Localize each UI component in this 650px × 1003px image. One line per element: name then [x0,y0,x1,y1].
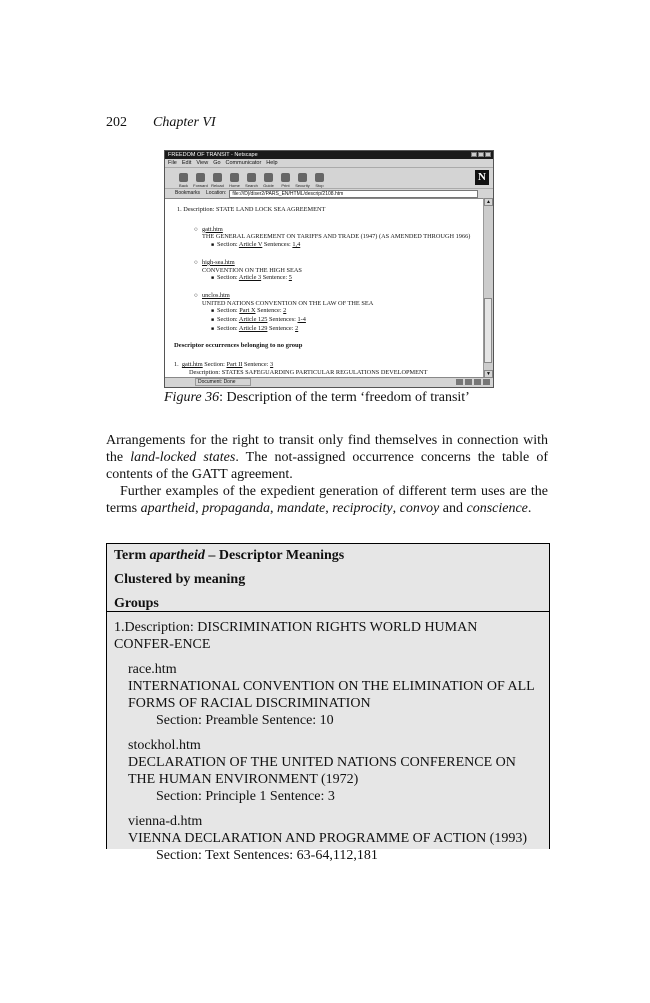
sentence-prefix: Sentence: [261,274,289,282]
browser-menu-bar [165,159,493,168]
file-name: vienna-d.htm [128,814,203,829]
sentence-link[interactable]: 2 [295,324,299,332]
forward-icon [196,173,205,182]
section-link[interactable]: Part II [226,361,243,369]
term: mandate [277,501,326,516]
description-heading: 1. Description: STATE LAND LOCK SEA AGREEMENT [177,206,326,213]
status-text: Document: Done [195,378,251,386]
no-group-entry: 1. gatt.htm Section: Part II Sentence: 3 [174,361,274,369]
file-link[interactable]: gatt.htm [181,361,203,369]
browser-toolbar [165,168,493,189]
status-bar [165,377,493,387]
table-row [128,737,539,805]
document-title: INTERNATIONAL CONVENTION ON THE ELIMINATION OF ALL FORMS OF RACIAL DISCRIMINATION [128,679,535,711]
no-group-description: Description: STATES SAFEGUARDING PARTICULAR REGULATIONS DEVELOPMENT [189,368,428,376]
paragraph-1 [106,432,548,483]
section-line: Section: Principle 1 Sentence: 3 [156,789,335,804]
menu-edit[interactable]: Edit [181,160,192,166]
close-icon[interactable] [485,152,491,157]
caption-text: : Description of the term ‘freedom of transit’ [219,390,470,405]
table-row [128,661,539,729]
paragraph-2 [106,483,548,517]
section-prefix: Section: [202,361,227,369]
guide-label: Guide [263,183,274,188]
menu-go[interactable]: Go [213,160,221,166]
security-label: Security [295,183,310,188]
list-item: ○ unclos.htm UNITED NATIONS CONVENTION ON THE LAW OF THE SEA ■ Section: Part X Sentence: 2 ■ Section: Article 125 Sentences: 1-4 ■ Section: Article 129 Sentence: 2 [194,292,484,334]
guide-button[interactable] [260,173,277,188]
term: apartheid [149,548,205,563]
table-title [114,547,542,564]
no-group-heading: Descriptor occurrences belonging to no group [174,342,303,350]
section-line [211,241,484,250]
reload-label: Reload [211,183,224,188]
forward-label: Forward [193,183,208,188]
text-run: Term [114,548,150,563]
table-subtitle: Clustered by meaning [114,572,246,587]
menu-help[interactable]: Help [266,160,278,166]
chapter-title: Chapter VI [153,115,216,130]
text-run: Arrangements for the right to transit only find themselves in connection with the [106,433,548,465]
list-item: ○ gatt.htm THE GENERAL AGREEMENT ON TARIFFS AND TRADE (1947) (AS AMENDED THROUGH 1966) ■ Section: Article V Sentences: 1,4 [194,226,484,250]
term: convoy [399,501,440,516]
file-name: stockhol.htm [128,738,201,753]
sentence-prefix: Sentences: [262,241,293,249]
minimize-icon[interactable] [471,152,477,157]
document-title: THE GENERAL AGREEMENT ON TARIFFS AND TRADE (1947) (AS AMENDED THROUGH 1966) [202,233,471,241]
sentence-prefix: Sentences: [267,316,298,324]
sentence-link[interactable]: 2 [283,307,287,315]
scroll-down-icon[interactable]: ▼ [484,370,493,378]
table-body [107,612,549,864]
menu-file[interactable]: File [168,160,177,166]
term: propaganda [202,501,270,516]
figure-label: Figure 36 [164,390,220,405]
text-run: , [270,501,277,516]
section-link[interactable]: Article V [238,241,263,249]
section-prefix: Section: [217,241,239,249]
section-line: Section: Preamble Sentence: 10 [156,713,334,728]
document-title: CONVENTION ON THE HIGH SEAS [202,266,302,274]
text-run: and [439,501,467,516]
sentence-prefix: Sentence: [267,324,296,332]
section-prefix: Section: [217,274,239,282]
list-item: ○ high-sea.htm CONVENTION ON THE HIGH SEAS ■ Section: Article 3 Sentence: 5 [194,259,484,283]
running-header [106,115,216,131]
section-line [211,325,484,334]
scroll-up-icon[interactable]: ▲ [484,198,493,206]
mail-icon[interactable] [465,379,472,385]
forward-button[interactable] [192,173,209,188]
sentence-prefix: Sentence: [255,307,284,315]
browser-title-bar [165,151,493,159]
print-label: Print [281,183,290,188]
section-line [211,316,484,325]
print-button[interactable] [277,173,294,188]
document-title: VIENNA DECLARATION AND PROGRAMME OF ACTION (1993) [128,831,528,846]
back-icon [179,173,188,182]
section-prefix: Section: [217,307,240,315]
news-icon[interactable] [474,379,481,385]
file-link[interactable]: gatt.htm [202,225,223,233]
text-run: . The not-assigned occurrence concerns the table of contents of the GATT agreement. [106,450,548,482]
stop-button[interactable] [311,173,328,188]
sentence-link[interactable]: 3 [270,361,274,369]
text-run: Further examples of the expedient generation of different term uses are the terms [106,484,548,516]
security-icon [298,173,307,182]
menu-view[interactable]: View [196,160,209,166]
text-run: – Descriptor Meanings [204,548,345,563]
file-name: race.htm [128,662,177,677]
sentence-link[interactable]: 5 [288,274,292,282]
scroll-thumb[interactable] [484,298,492,363]
section-line [211,307,484,316]
term: reciprocity [332,501,393,516]
home-label: Home [229,183,240,188]
file-link[interactable]: high-sea.htm [202,258,235,266]
url-input[interactable]: file:///D|/diser2/PARS_EN/HTML/descrip/2108.htm [229,190,478,198]
descriptor-table [106,543,550,863]
home-button[interactable] [226,173,243,188]
back-label: Back [179,183,188,188]
section-line [211,274,484,283]
term: apartheid [140,501,196,516]
bookmarks-button[interactable]: Bookmarks [175,190,201,196]
table-header [107,544,549,612]
security-status-icon [456,379,463,385]
groups-label: Groups [114,596,159,611]
figure-caption [164,390,470,406]
security-button[interactable] [294,173,311,188]
search-label: Search [245,183,258,188]
reload-icon [213,173,222,182]
composer-icon[interactable] [483,379,490,385]
maximize-icon[interactable] [478,152,484,157]
vertical-scrollbar[interactable] [483,198,493,378]
menu-communicator[interactable]: Communicator [225,160,262,166]
section-link[interactable]: Article 3 [238,274,262,282]
text-run: , [392,501,400,516]
text-run: , [195,501,203,516]
netscape-logo-icon: N [475,170,489,185]
home-icon [230,173,239,182]
back-button[interactable] [175,173,192,188]
section-link[interactable]: Article 129 [238,324,268,332]
section-prefix: Section: [217,324,239,332]
document-title: UNITED NATIONS CONVENTION ON THE LAW OF THE SEA [202,299,374,307]
text-run: . [527,501,532,516]
sentence-prefix: Sentence: [242,361,271,369]
search-button[interactable] [243,173,260,188]
section-link[interactable]: Part X [239,307,256,315]
section-line: Section: Text Sentences: 63-64,112,181 [156,848,378,863]
page-number: 202 [106,115,127,130]
browser-window-title: FREEDOM OF TRANSIT - Netscape [168,152,258,158]
group-description: 1.Description: DISCRIMINATION RIGHTS WORLD HUMAN CONFER-ENCE [114,620,478,652]
table-row [128,813,539,864]
section-link[interactable]: Article 125 [238,316,268,324]
search-icon [247,173,256,182]
reload-button[interactable] [209,173,226,188]
section-prefix: Section: [217,316,239,324]
stop-label: Stop [315,183,324,188]
emphasis: land-locked states [130,450,236,465]
location-label: Location: [206,190,227,196]
browser-screenshot [164,150,494,388]
sentence-link[interactable]: 1-4 [297,316,306,324]
document-title: DECLARATION OF THE UNITED NATIONS CONFERENCE ON THE HUMAN ENVIRONMENT (1972) [128,755,516,787]
browser-content [165,198,484,378]
guide-icon [264,173,273,182]
sentence-link[interactable]: 1,4 [292,241,301,249]
print-icon [281,173,290,182]
file-link[interactable]: unclos.htm [202,291,230,299]
stop-icon [315,173,324,182]
term: conscience [466,501,528,516]
text-run: , [325,501,333,516]
